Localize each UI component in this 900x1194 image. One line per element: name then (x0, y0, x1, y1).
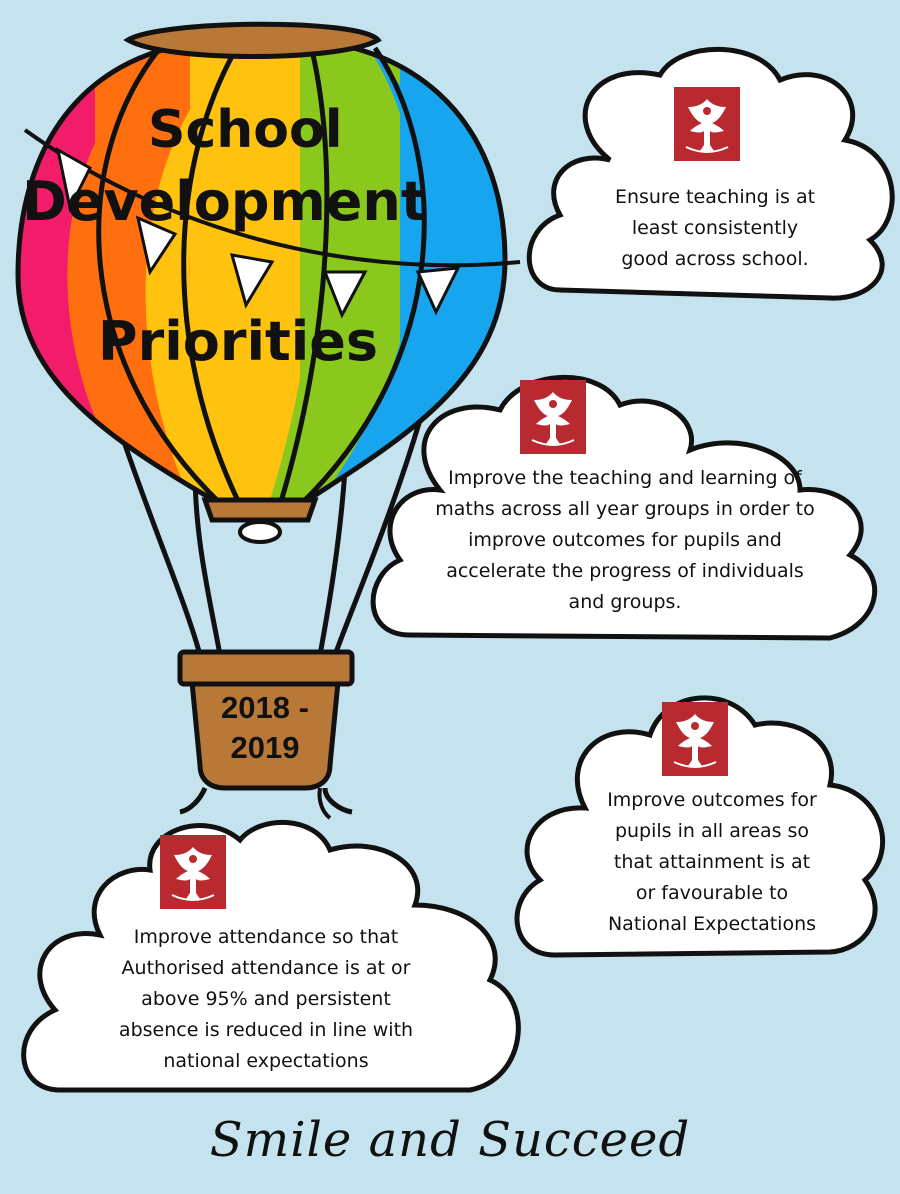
priority-3-line: that attainment is at (613, 851, 811, 873)
year-range-end: 2019 (230, 730, 300, 765)
priority-1-line: least consistently (631, 217, 799, 239)
priority-2-line: Improve the teaching and learning of (448, 467, 802, 489)
school-logo-icon (662, 702, 728, 776)
school-logo-icon (674, 87, 740, 161)
priority-4-line: Authorised attendance is at or (121, 957, 411, 979)
title-line-school: School (148, 100, 343, 160)
priority-3-line: pupils in all areas so (614, 820, 810, 842)
priority-4-line: absence is reduced in line with (118, 1019, 414, 1041)
school-motto: Smile and Succeed (209, 1112, 691, 1168)
priority-2-text (405, 463, 845, 618)
priority-2-line: and groups. (568, 591, 682, 613)
priority-2-line: accelerate the progress of individuals (446, 560, 804, 582)
school-logo-icon (160, 835, 226, 909)
priority-4-line: national expectations (163, 1050, 369, 1072)
year-range-start: 2018 - (221, 690, 309, 725)
priority-3-line: National Expectations (607, 913, 817, 935)
school-logo-icon (520, 380, 586, 454)
title-line-development: Development (22, 170, 427, 233)
priority-1-line: Ensure teaching is at (614, 186, 816, 208)
priority-2-line: improve outcomes for pupils and (468, 529, 782, 551)
priority-2-line: maths across all year groups in order to (435, 498, 815, 520)
priority-3-line: Improve outcomes for (607, 789, 817, 811)
title-line-priorities: Priorities (98, 310, 379, 373)
priority-1-text (580, 182, 850, 275)
priority-4-line: above 95% and persistent (141, 988, 391, 1010)
priority-1-line: good across school. (621, 248, 809, 270)
priority-3-text (572, 785, 852, 940)
priority-4-text (86, 922, 446, 1077)
priority-4-line: Improve attendance so that (133, 926, 399, 948)
priority-3-line: or favourable to (635, 882, 789, 904)
